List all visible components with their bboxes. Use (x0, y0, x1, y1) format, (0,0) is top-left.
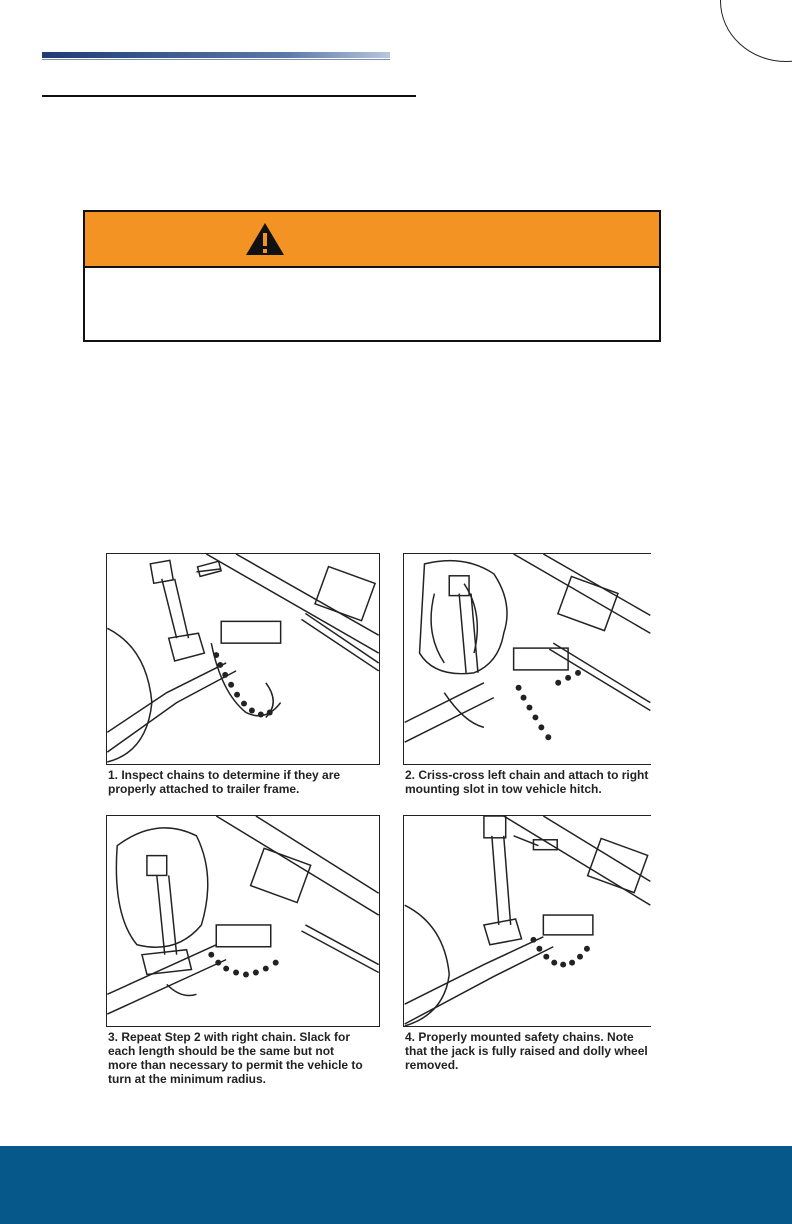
figure-2-illustration (403, 553, 651, 765)
figure-2-caption: 2. Criss-cross left chain and attach to right mounting slot in tow vehicle hitch. (405, 768, 649, 796)
footer-bar (0, 1146, 792, 1224)
figure-1-illustration (106, 553, 380, 765)
figure-3-caption: 3. Repeat Step 2 with right chain. Slack for each length should be the same but not more than necessary to permit the vehicle to turn at the minimum radius. (108, 1030, 363, 1086)
safety-chain-drawing-3 (107, 816, 379, 1026)
safety-chain-drawing-4 (404, 816, 651, 1026)
figure-4-caption: 4. Properly mounted safety chains. Note that the jack is fully raised and dolly wheel removed. (405, 1030, 648, 1072)
safety-chain-drawing-2 (404, 554, 651, 764)
warning-triangle-icon (244, 221, 286, 257)
header-accent-line (42, 59, 390, 60)
figure-4-illustration (403, 815, 651, 1027)
figure-3-illustration (106, 815, 380, 1027)
header-accent-bar (42, 52, 390, 58)
warning-header (85, 212, 659, 268)
warning-box (83, 210, 661, 342)
figure-1-caption: 1. Inspect chains to determine if they are properly attached to trailer frame. (108, 768, 341, 796)
safety-chain-drawing-1 (107, 554, 379, 764)
section-title-rule (42, 95, 416, 97)
page-corner-curl (720, 0, 792, 62)
